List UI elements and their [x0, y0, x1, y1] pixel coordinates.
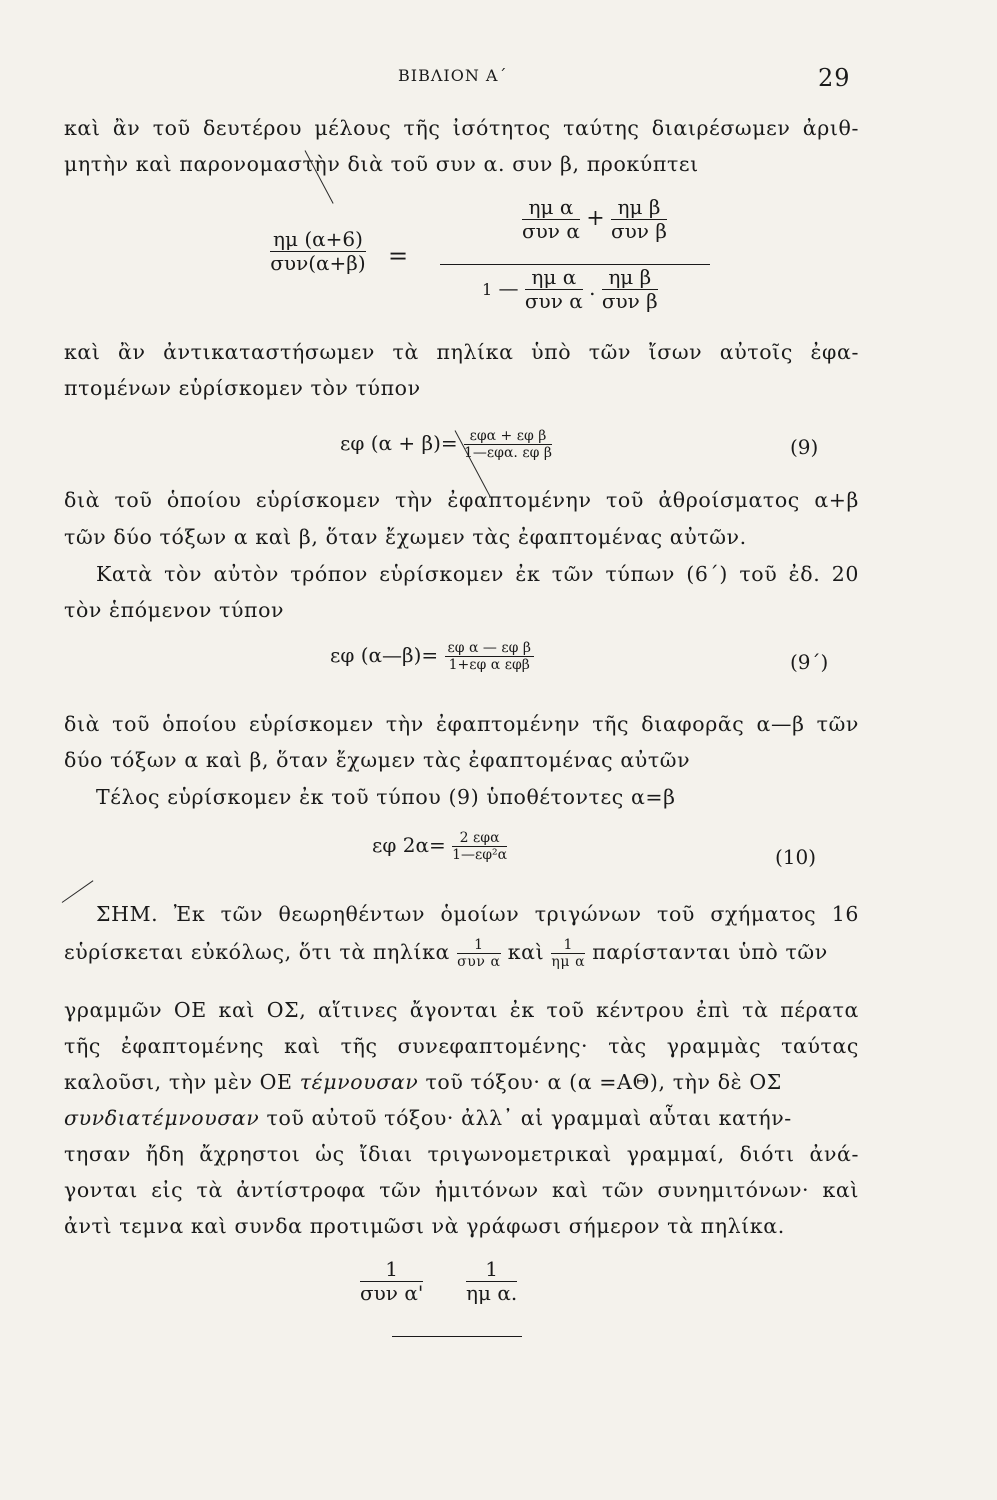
- fraction-den: ημ α: [551, 954, 586, 971]
- note-line: ἀντὶ τεμνα καὶ συνδα προτιμῶσι νὰ γράφωσι σήμερον τὰ πηλίκα.: [64, 1214, 785, 1238]
- page-number: 29: [818, 64, 851, 92]
- note-line: [64, 937, 859, 970]
- equation-10: [372, 830, 507, 863]
- equation-1-denominator: [482, 266, 658, 313]
- note-line: [64, 1070, 859, 1094]
- paragraph-line: δύο τόξων α καὶ β, ὅταν ἔχωμεν τὰς ἐφαπτομένας αὐτῶν: [64, 748, 691, 772]
- equation-9: [340, 428, 552, 461]
- term-den: συν β: [601, 289, 658, 313]
- pencil-mark: [62, 880, 94, 903]
- note-italic-term: συνδιατέμνουσαν: [64, 1106, 260, 1130]
- term-num: ημ α: [525, 266, 583, 290]
- equation-lhs: εφ (α + β)=: [340, 431, 458, 456]
- equation-denominator: 1—εφ²α: [452, 847, 508, 864]
- one: 1: [482, 280, 493, 299]
- paragraph-line: μητὴν καὶ παρονομαστὴν διὰ τοῦ συν α. συν β, προκύπτει: [64, 152, 699, 176]
- paragraph-line: τὸν ἑπόμενον τύπον: [64, 598, 285, 622]
- fraction-num: 1: [360, 1258, 423, 1282]
- term-den: συν α: [524, 289, 583, 313]
- note-text: παρίστανται ὑπὸ τῶν: [592, 940, 828, 965]
- equation-1-lhs: [270, 228, 366, 275]
- fraction-num: 1: [466, 1258, 517, 1282]
- equation-lhs: εφ (α—β)=: [330, 643, 439, 668]
- lhs-denominator: συν(α+β): [270, 251, 366, 275]
- final-fraction-2: [466, 1258, 517, 1305]
- fraction-den: ημ α.: [466, 1281, 518, 1305]
- fraction-num: 1: [551, 937, 585, 954]
- equation-1-numerator: [522, 196, 667, 243]
- note-line: ΣΗΜ. Ἐκ τῶν θεωρηθέντων ὁμοίων τριγώνων τοῦ σχήματος 16: [96, 902, 859, 926]
- equation-numerator: 2 εφα: [452, 830, 507, 847]
- note-text: καὶ: [507, 940, 545, 965]
- term-num: ημ α: [522, 196, 580, 220]
- plus-sign: +: [586, 206, 605, 231]
- paragraph-line: Κατὰ τὸν αὐτὸν τρόπον εὑρίσκομεν ἐκ τῶν τύπων (6΄) τοῦ ἐδ. 20: [96, 562, 859, 586]
- equation-9-prime: [330, 640, 534, 673]
- equation-numerator: εφ α — εφ β: [445, 640, 534, 657]
- equation-denominator: 1—εφα. εφ β: [464, 445, 552, 462]
- note-text: καλοῦσι, τὴν μὲν ΟΕ: [64, 1070, 293, 1094]
- fraction-den: συν α: [457, 954, 501, 971]
- equation-label: (9΄): [790, 650, 829, 674]
- equation-label: (9): [790, 435, 819, 459]
- paragraph-line: καὶ ἂν τοῦ δευτέρου μέλους τῆς ἰσότητος ταύτης διαιρέσωμεν ἀριθ-: [64, 116, 859, 140]
- fraction-num: 1: [457, 937, 500, 954]
- running-header: ΒΙΒΛΙΟΝ Α΄: [398, 66, 508, 85]
- equation-numerator: εφα + εφ β: [464, 428, 552, 445]
- note-line: γονται εἰς τὰ ἀντίστροφα τῶν ἡμιτόνων καὶ τῶν συνημιτόνων· καὶ: [64, 1178, 859, 1202]
- equation-label: (10): [775, 845, 817, 869]
- term-den: συν α: [522, 219, 580, 243]
- note-text: εὑρίσκεται εὐκόλως, ὅτι τὰ πηλίκα: [64, 940, 450, 965]
- note-italic-term: τέμνουσαν: [299, 1070, 419, 1094]
- note-line: [64, 1106, 859, 1130]
- note-line: γραμμῶν ΟΕ καὶ ΟΣ, αἵτινες ἄγονται ἐκ τοῦ κέντρου ἐπὶ τὰ πέρατα: [64, 998, 859, 1022]
- dot: .: [589, 276, 596, 300]
- paragraph-line: καὶ ἂν ἀντικαταστήσωμεν τὰ πηλίκα ὑπὸ τῶν ἴσων αὐτοῖς ἐφα-: [64, 340, 859, 364]
- term-den: συν β: [611, 219, 667, 243]
- paragraph-line: πτομένων εὑρίσκομεν τὸν τύπον: [64, 376, 421, 400]
- equals-sign: =: [388, 242, 409, 270]
- paragraph-line: τῶν δύο τόξων α καὶ β, ὅταν ἔχωμεν τὰς ἐφαπτομένας αὐτῶν.: [64, 525, 747, 549]
- term-num: ημ β: [611, 196, 667, 220]
- fraction-den: συν α': [360, 1281, 424, 1305]
- note-text: τοῦ τόξου· α (α =ΑΘ), τὴν δὲ ΟΣ: [425, 1070, 782, 1094]
- paragraph-line: Τέλος εὑρίσκομεν ἐκ τοῦ τύπου (9) ὑποθέτοντες α=β: [96, 785, 676, 809]
- lhs-numerator: ημ (α+6): [270, 228, 366, 252]
- paragraph-line: διὰ τοῦ ὁποίου εὑρίσκομεν τὴν ἐφαπτομένην τοῦ ἀθροίσματος α+β: [64, 488, 859, 512]
- equation-denominator: 1+εφ α εφβ: [448, 657, 530, 674]
- paragraph-line: διὰ τοῦ ὁποίου εὑρίσκομεν τὴν ἐφαπτομένην τῆς διαφορᾶς α—β τῶν: [64, 712, 859, 736]
- note-line: τησαν ἤδη ἄχρηστοι ὡς ἴδιαι τριγωνομετρικαὶ γραμμαί, διότι ἀνά-: [64, 1142, 859, 1166]
- note-line: τῆς ἐφαπτομένης καὶ τῆς συνεφαπτομένης· τὰς γραμμὰς ταύτας: [64, 1034, 859, 1058]
- equation-lhs: εφ 2α=: [372, 833, 446, 858]
- final-fraction-1: [360, 1258, 423, 1305]
- end-rule: [392, 1336, 522, 1337]
- note-text: τοῦ αὐτοῦ τόξου· ἀλλ᾽ αἱ γραμμαὶ αὗται κατήν-: [266, 1106, 792, 1130]
- minus-sign: —: [498, 276, 519, 300]
- term-num: ημ β: [602, 266, 658, 290]
